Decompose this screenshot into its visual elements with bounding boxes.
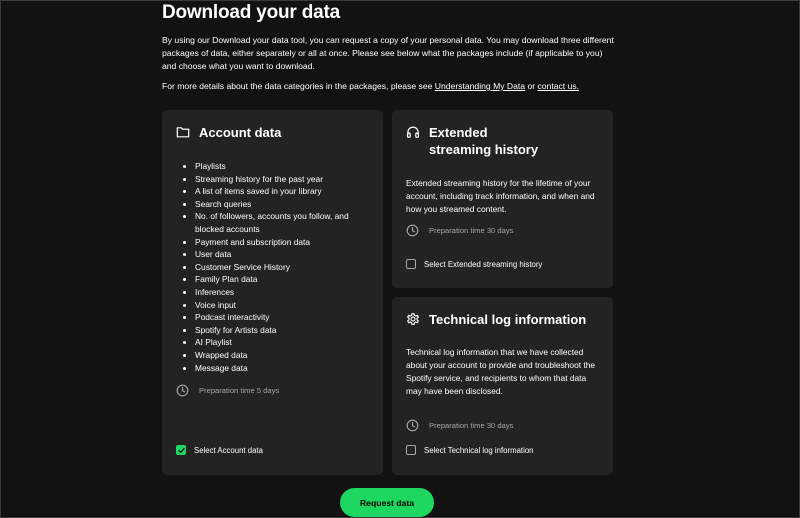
list-item: • Family Plan data [195,273,375,286]
technical-prep-label: Preparation time 30 days [429,420,514,430]
page-title: Download your data [162,2,340,23]
list-item: • Voice input [195,299,375,312]
account-prep-label: Preparation time 5 days [199,385,280,395]
technical-log-title: Technical log information [429,312,587,327]
list-item: • Customer Service History [195,261,375,274]
clock-icon [406,419,419,432]
list-item: • No. of followers, accounts you follow, and blocked accounts [195,210,375,235]
clock-icon [176,384,189,397]
extended-history-description: Extended streaming history for the lifetime of your account, including track information, and when and how you streamed content. [406,178,595,214]
more-details-or: or [525,81,538,91]
account-data-title: Account data [199,125,282,140]
technical-log-description: Technical log information that we have collected about your account to provide and troubleshoot the Spotify service, and recipients to whom that data may have been disclosed. [406,347,596,396]
extended-history-select-label: Select Extended streaming history [424,259,543,269]
list-item: • AI Playlist [195,336,375,349]
technical-log-select-label: Select Technical log information [424,445,534,455]
list-item: • Message data [195,362,375,375]
list-item: • User data [195,248,375,261]
list-item: • Podcast interactivity [195,311,375,324]
extended-prep-time [406,223,513,237]
extended-history-title-line2: streaming history [429,142,539,157]
list-item: • Search queries [195,198,375,211]
list-item: • Playlists [195,160,375,173]
more-details-text [162,80,622,93]
account-prep-time [176,383,279,397]
account-data-checkbox[interactable] [176,445,186,455]
technical-prep-time [406,418,513,432]
list-item: • Spotify for Artists data [195,324,375,337]
list-item: • Wrapped data [195,349,375,362]
understanding-my-data-link[interactable]: Understanding My Data [434,81,526,91]
folder-icon [176,125,190,139]
more-details-prefix: For more details about the data categories in the packages, please see [162,81,435,91]
extended-prep-label: Preparation time 30 days [429,225,514,235]
select-extended-history[interactable] [406,258,542,270]
technical-log-card [392,297,613,475]
list-item: • Payment and subscription data [195,236,375,249]
request-data-button[interactable]: Request data [340,488,434,517]
select-account-data[interactable] [176,444,263,456]
list-item: • Inferences [195,286,375,299]
extended-history-card [392,110,613,288]
list-item: • A list of items saved in your library [195,185,375,198]
clock-icon [406,224,419,237]
intro-text: By using our Download your data tool, you can request a copy of your personal data. You may download three different packages of data, either separately or all at once. Please see below what the packages include (if applicable to you) and choose what you want to download. [162,35,614,71]
checkmark-icon [178,447,185,454]
extended-history-title-line1: Extended [429,125,488,140]
select-technical-log[interactable] [406,444,534,456]
extended-history-checkbox[interactable] [406,259,416,269]
account-data-items [176,160,375,374]
account-data-card [162,110,383,475]
headphones-icon [406,125,420,139]
account-data-select-label: Select Account data [194,445,263,455]
contact-us-link[interactable]: contact us. [537,81,580,91]
list-item: • Streaming history for the past year [195,173,375,186]
gear-icon [406,312,420,326]
technical-log-checkbox[interactable] [406,445,416,455]
